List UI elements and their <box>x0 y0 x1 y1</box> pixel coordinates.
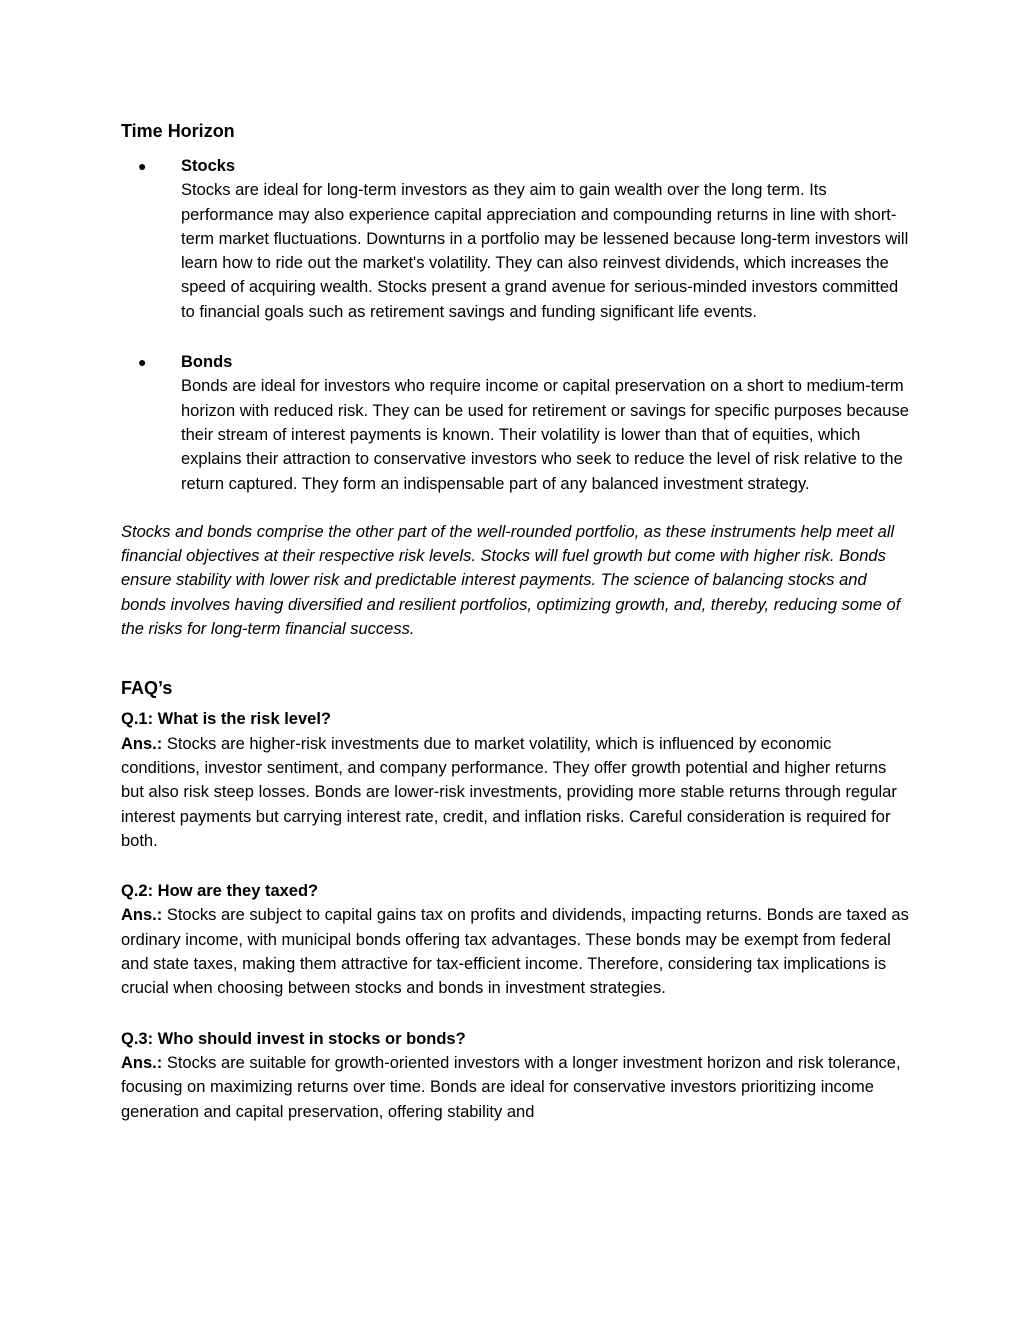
bullet-icon: ● <box>138 354 147 371</box>
faq-answer: Stocks are suitable for growth-oriented investors with a longer investment horizon and risk tolerance, focusing on maximizing returns over time. Bonds are ideal for conservative investors prioritizing income generation and capital preservation, offering stability and <box>121 1053 901 1121</box>
bullet-icon: ● <box>138 158 147 174</box>
answer-label: Ans.: <box>121 734 167 753</box>
document-page <box>121 118 911 1124</box>
list-item-text: Stocks are ideal for long-term investors as they aim to gain wealth over the long term. Its performance may also experience capital appreciation and compounding returns in line with short-term market fluctuations. Downturns in a portfolio may be lessened because long-term investors will learn how to ride out the market's volatility. They can also reinvest dividends, which increases the speed of acquiring wealth. Stocks present a grand avenue for serious-minded investors committed to financial goals such as retirement savings and funding significant life events. <box>181 181 909 321</box>
list-item-text: Bonds are ideal for investors who require income or capital preservation on a short to medium-term horizon with reduced risk. They can be used for retirement or savings for specific purposes because their stream of interest payments is known. Their volatility is lower than that of equities, which explains their attraction to conservative investors who seek to reduce the level of risk relative to the return captured. They form an indispensable part of any balanced investment strategy. <box>181 377 909 493</box>
faq-heading: FAQ’s <box>121 678 173 699</box>
faq-answer: Stocks are subject to capital gains tax on profits and dividends, impacting returns. Bonds are taxed as ordinary income, with municipal bonds offering tax advantages. These bonds may be exempt from federal and state taxes, making them attractive for tax-efficient income. Therefore, considering tax implications is crucial when choosing between stocks and bonds in investment strategies. <box>121 906 909 998</box>
list-item-title: Stocks <box>181 157 236 175</box>
faq-item <box>121 707 911 853</box>
list-item-bonds <box>121 350 911 496</box>
time-horizon-list <box>121 154 911 496</box>
faq-answer: Stocks are higher-risk investments due to market volatility, which is influenced by economic conditions, investor sentiment, and company performance. They offer growth potential and higher returns but also risk steep losses. Bonds are lower-risk investments, providing more stable returns through regular interest payments but carrying interest rate, credit, and inflation risks. Careful consideration is required for both. <box>121 734 897 850</box>
summary-paragraph: Stocks and bonds comprise the other part of the well-rounded portfolio, as these instruments help meet all financial objectives at their respective risk levels. Stocks will fuel growth but come with higher risk. Bonds ensure stability with lower risk and predictable interest payments. The science of balancing stocks and bonds involves having diversified and resilient portfolios, optimizing growth, and, thereby, reducing some of the risks for long-term financial success. <box>121 522 901 639</box>
faq-question: Q.2: How are they taxed? <box>121 882 319 901</box>
faq-question: Q.1: What is the risk level? <box>121 710 331 729</box>
answer-label: Ans.: <box>121 906 167 925</box>
time-horizon-heading: Time Horizon <box>121 121 235 141</box>
list-item-stocks <box>121 154 911 324</box>
faq-item <box>121 879 911 1000</box>
faq-question: Q.3: Who should invest in stocks or bonds? <box>121 1029 466 1048</box>
answer-label: Ans.: <box>121 1053 167 1072</box>
faq-item <box>121 1027 911 1124</box>
list-item-title: Bonds <box>181 353 233 372</box>
